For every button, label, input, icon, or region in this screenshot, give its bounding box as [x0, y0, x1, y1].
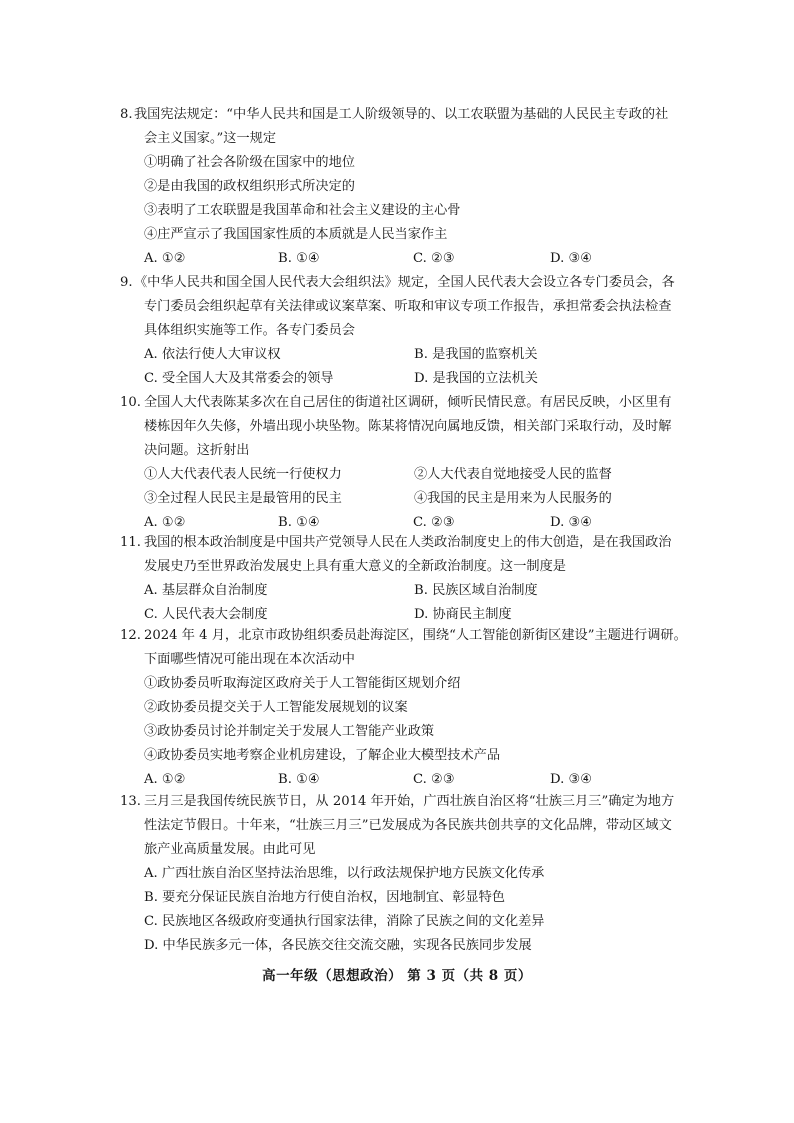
question-stem: 我国的根本政治制度是中国共产党领导人民在人类政治制度史上的伟大创造，是在我国政治	[144, 535, 672, 550]
statement-item: ④庄严宣示了我国国家性质的本质就是人民当家作主	[144, 227, 448, 242]
question-12	[120, 624, 700, 792]
question-stem: 2024 年 4 月，北京市政协组织委员赴海淀区，围绕“人工智能创新街区建设”主题进行调研。	[144, 628, 687, 643]
question-stem: 《中华人民共和国全国人民代表大会组织法》规定，全国人民代表大会设立各专门委员会，各	[134, 275, 675, 290]
answer-options	[120, 343, 700, 367]
option-c: C. 人民代表大会制度	[144, 607, 268, 622]
question-stem: 专门委员会组织起草有关法律或议案草案、听取和审议专项工作报告，承担常委会执法检查	[144, 299, 672, 314]
question-9	[120, 271, 700, 391]
option-d: D. ③④	[550, 251, 593, 266]
question-stem: 楼栋因年久失修，外墙出现小块坠物。陈某将情况向属地反馈，相关部门采取行动，及时解	[144, 419, 672, 434]
option-a: A. ①②	[144, 251, 186, 266]
question-8	[120, 103, 700, 271]
option-a: A. 广西壮族自治区坚持法治思维，以行政法规保护地方民族文化传承	[144, 866, 545, 881]
statement-item: ④政协委员实地考察企业机房建设，了解企业大模型技术产品	[144, 748, 501, 763]
statement-item: ③表明了工农联盟是我国革命和社会主义建设的主心骨	[144, 203, 461, 218]
question-stem: 下面哪些情况可能出现在本次活动中	[144, 652, 355, 667]
statement-item: ①明确了社会各阶级在国家中的地位	[144, 155, 355, 170]
option-c: C. ②③	[413, 772, 455, 787]
statement-pair	[120, 463, 700, 487]
question-stem: 旅产业高质量发展。由此可见	[144, 842, 316, 857]
statement-item: ③全过程人民民主是最管用的民主	[144, 491, 342, 506]
answer-options	[120, 768, 700, 792]
page-footer: 高一年级（思想政治） 第 3 页（共 8 页）	[262, 968, 532, 984]
option-b: B. 民族区域自治制度	[414, 583, 538, 598]
question-number: 12.	[120, 628, 141, 643]
question-stem: 性法定节假日。十年来，“壮族三月三”已发展成为各民族共创共享的文化品牌，带动区域文	[144, 818, 672, 833]
option-d: D. 是我国的立法机关	[414, 371, 538, 386]
option-b: B. 是我国的监察机关	[414, 347, 538, 362]
question-stem: 具体组织实施等工作。各专门委员会	[144, 323, 355, 338]
question-10	[120, 391, 700, 535]
answer-options	[120, 247, 700, 271]
option-b: B. ①④	[278, 772, 320, 787]
question-number: 10.	[120, 395, 141, 410]
option-b: B. 要充分保证民族自治地方行使自治权，因地制宜、彰显特色	[144, 890, 505, 905]
option-a: A. ①②	[144, 515, 186, 530]
option-c: C. ②③	[413, 251, 455, 266]
question-11	[120, 531, 700, 627]
option-a: A. 依法行使人大审议权	[144, 347, 281, 362]
question-number: 9.	[120, 275, 133, 290]
option-c: C. 受全国人大及其常委会的领导	[144, 371, 334, 386]
question-number: 11.	[120, 535, 141, 550]
statement-item: ④我国的民主是用来为人民服务的	[414, 491, 612, 506]
question-stem: 三月三是我国传统民族节日，从 2014 年开始，广西壮族自治区将“壮族三月三”确定为地方	[144, 794, 675, 809]
question-13	[120, 790, 700, 958]
statement-item: ②人大代表自觉地接受人民的监督	[414, 467, 612, 482]
option-d: D. ③④	[550, 772, 593, 787]
option-c: C. 民族地区各级政府变通执行国家法律，消除了民族之间的文化差异	[144, 914, 545, 929]
statement-item: ①政协委员听取海淀区政府关于人工智能街区规划介绍	[144, 676, 461, 691]
statement-item: ③政协委员讨论并制定关于发展人工智能产业政策	[144, 724, 435, 739]
option-a: A. ①②	[144, 772, 186, 787]
question-stem: 发展史乃至世界政治发展史上具有重大意义的全新政治制度。这一制度是	[144, 559, 566, 574]
option-d: D. ③④	[550, 515, 593, 530]
statement-item: ②是由我国的政权组织形式所决定的	[144, 179, 355, 194]
option-b: B. ①④	[278, 251, 320, 266]
option-b: B. ①④	[278, 515, 320, 530]
question-number: 13.	[120, 794, 141, 809]
option-d: D. 中华民族多元一体，各民族交往交流交融，实现各民族同步发展	[144, 938, 532, 953]
statement-item: ②政协委员提交关于人工智能发展规划的议案	[144, 700, 408, 715]
question-stem: 全国人大代表陈某多次在自己居住的街道社区调研，倾听民情民意。有居民反映，小区里有	[144, 395, 672, 410]
question-stem: 决问题。这折射出	[144, 443, 250, 458]
statement-item: ①人大代表代表人民统一行使权力	[144, 467, 342, 482]
question-number: 8.	[120, 107, 133, 122]
answer-options	[120, 579, 700, 603]
option-c: C. ②③	[413, 515, 455, 530]
statement-pair	[120, 487, 700, 511]
question-stem: 我国宪法规定：“中华人民共和国是工人阶级领导的、以工农联盟为基础的人民民主专政的社	[134, 107, 669, 122]
question-stem: 会主义国家。”这一规定	[144, 131, 277, 146]
option-a: A. 基层群众自治制度	[144, 583, 268, 598]
option-d: D. 协商民主制度	[414, 607, 512, 622]
answer-options	[120, 367, 700, 391]
